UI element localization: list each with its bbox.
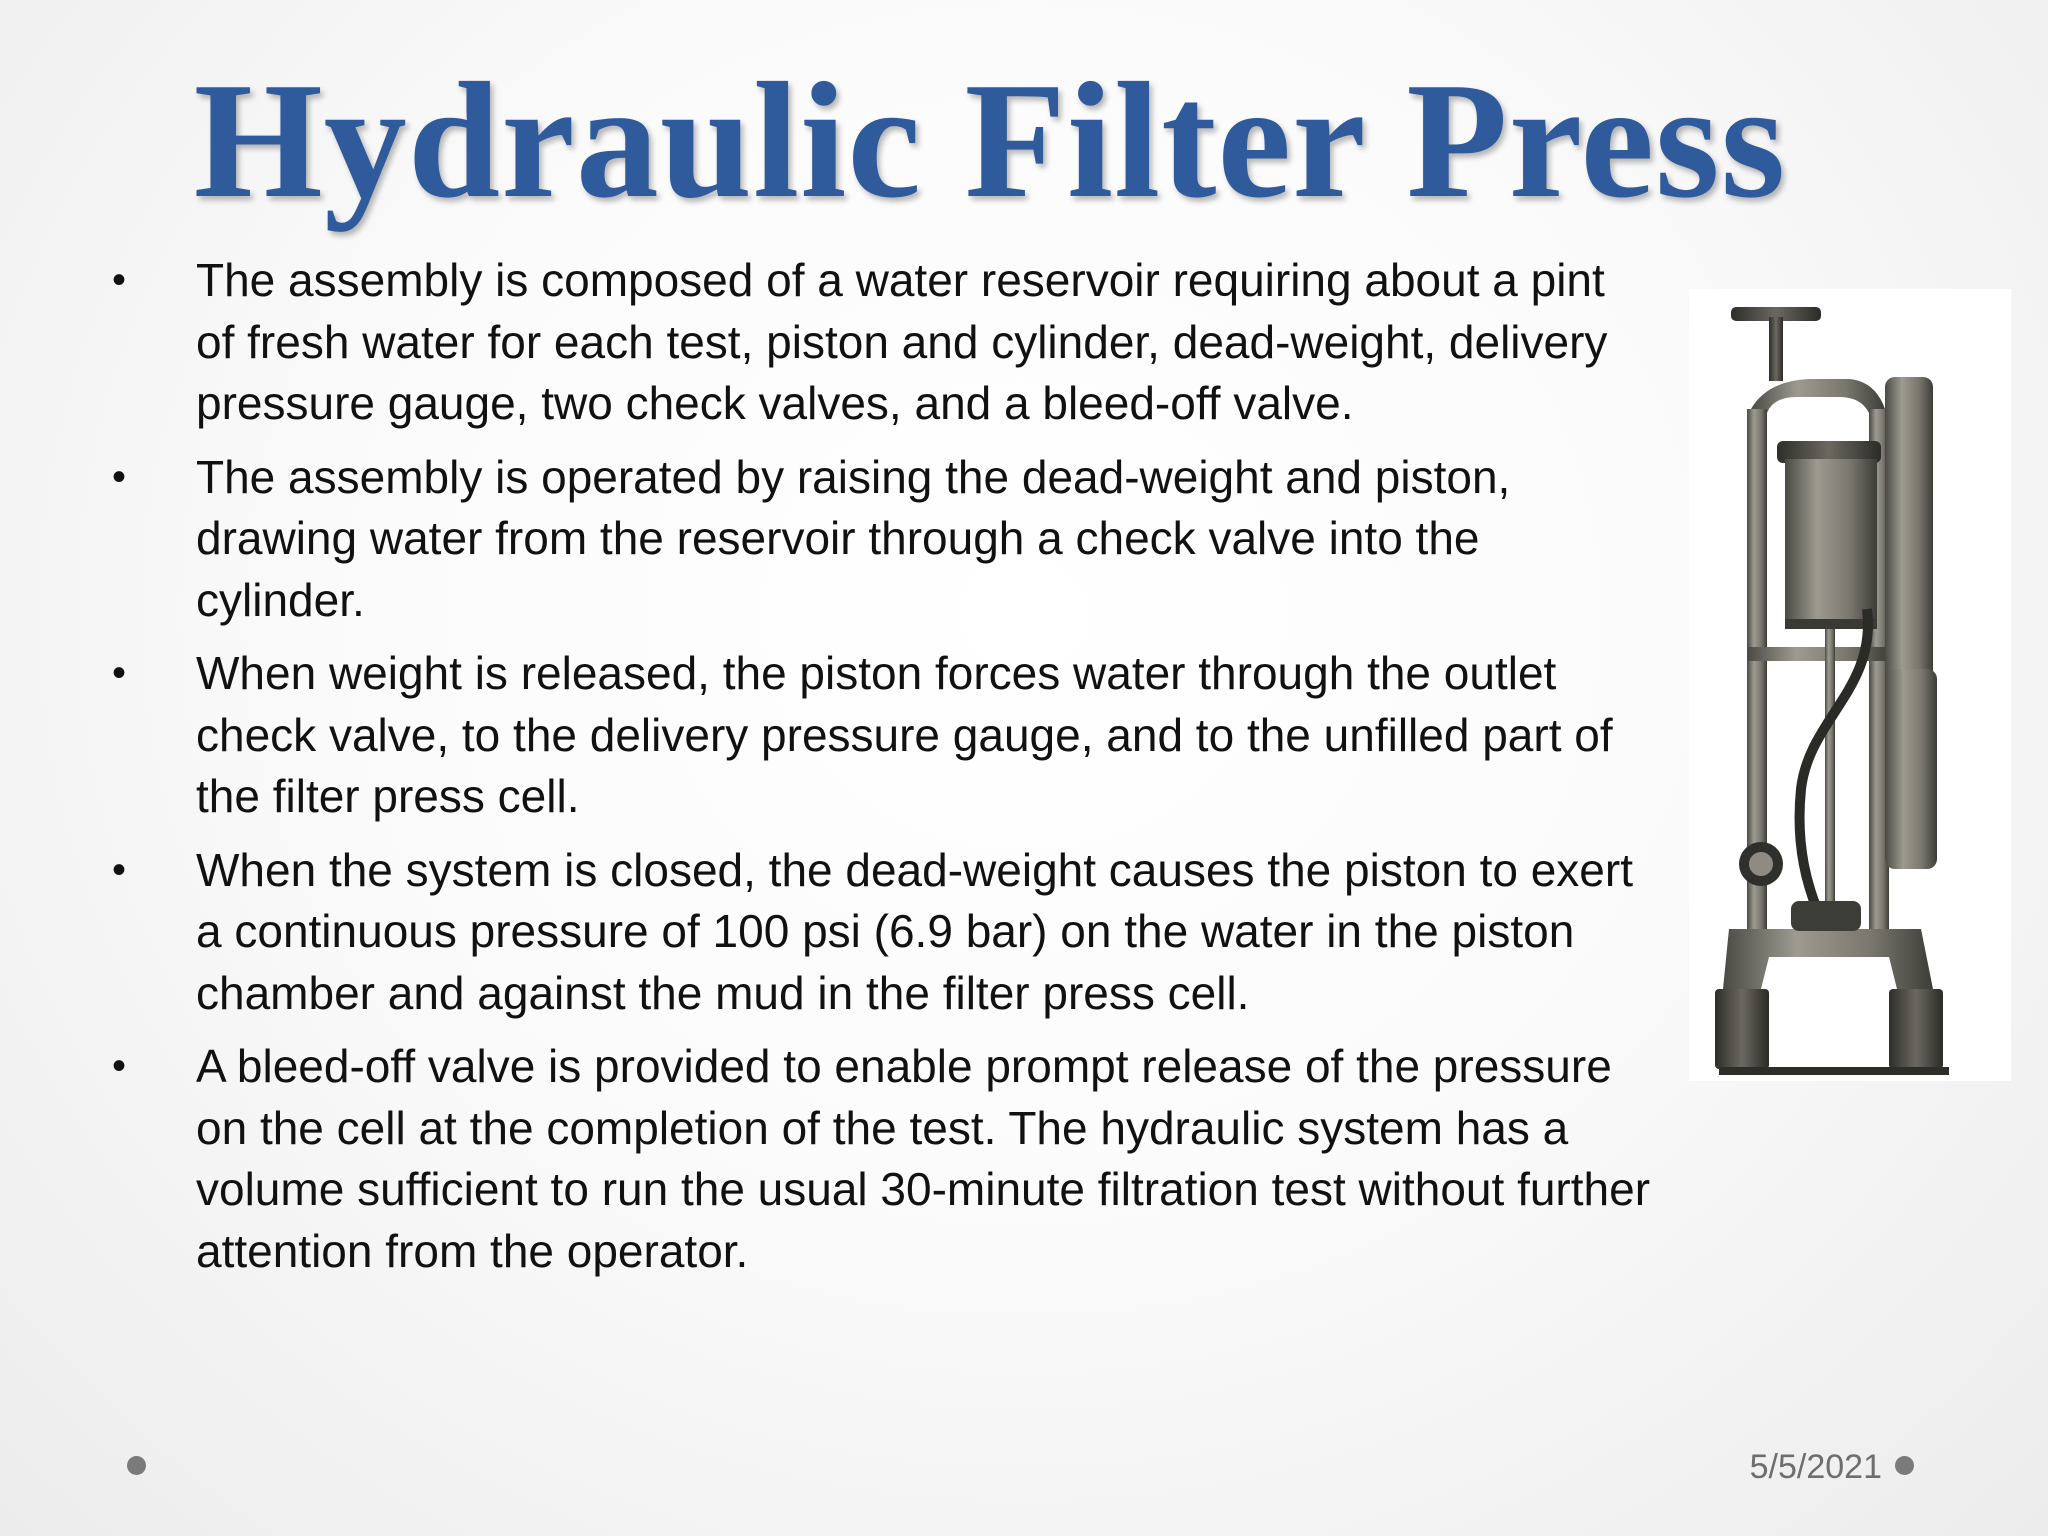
bullet-marker: • — [112, 258, 127, 302]
bullet-text: When weight is released, the piston forces water through the outlet check valve, to the delivery pressure gauge, and to the unfilled part of the filter press cell. — [196, 647, 1613, 822]
bullet-marker: • — [112, 651, 127, 695]
bullet-item — [112, 250, 1652, 435]
slide-title: Hydraulic Filter Press — [193, 48, 1787, 232]
filter-press-illustration — [1689, 289, 2011, 1081]
bullet-text: The assembly is operated by raising the dead-weight and piston, drawing water from the reservoir through a check valve into the cylinder. — [196, 450, 1511, 626]
bullet-marker: • — [112, 1044, 127, 1088]
bullet-text: The assembly is composed of a water reservoir requiring about a pint of fresh water for each test, piston and cylinder, dead-weight, delivery pressure gauge, two check valves, and a bleed-off valve. — [196, 254, 1608, 429]
slide-date: 5/5/2021 — [1749, 1448, 1882, 1486]
bullet-item — [112, 643, 1652, 828]
filter-press-image — [1689, 289, 2011, 1081]
bullet-marker: • — [112, 454, 127, 499]
bullet-marker: • — [112, 847, 127, 892]
bullet-item — [112, 447, 1652, 632]
bullet-item — [112, 1036, 1652, 1282]
footer-left-dot — [127, 1456, 146, 1475]
footer-right-dot — [1895, 1456, 1914, 1475]
bullet-text: When the system is closed, the dead-weight causes the piston to exert a continuous pressure of 100 psi (6.9 bar) on the water in the piston chamber and against the mud in the filter press cell. — [196, 843, 1633, 1019]
bullet-list — [112, 250, 1652, 1294]
bullet-item — [112, 840, 1652, 1025]
bullet-text: A bleed-off valve is provided to enable prompt release of the pressure on the cell at the completion of the test. The hydraulic system has a volume sufficient to run the usual 30-minute filtration test without further attention from the operator. — [196, 1040, 1651, 1277]
